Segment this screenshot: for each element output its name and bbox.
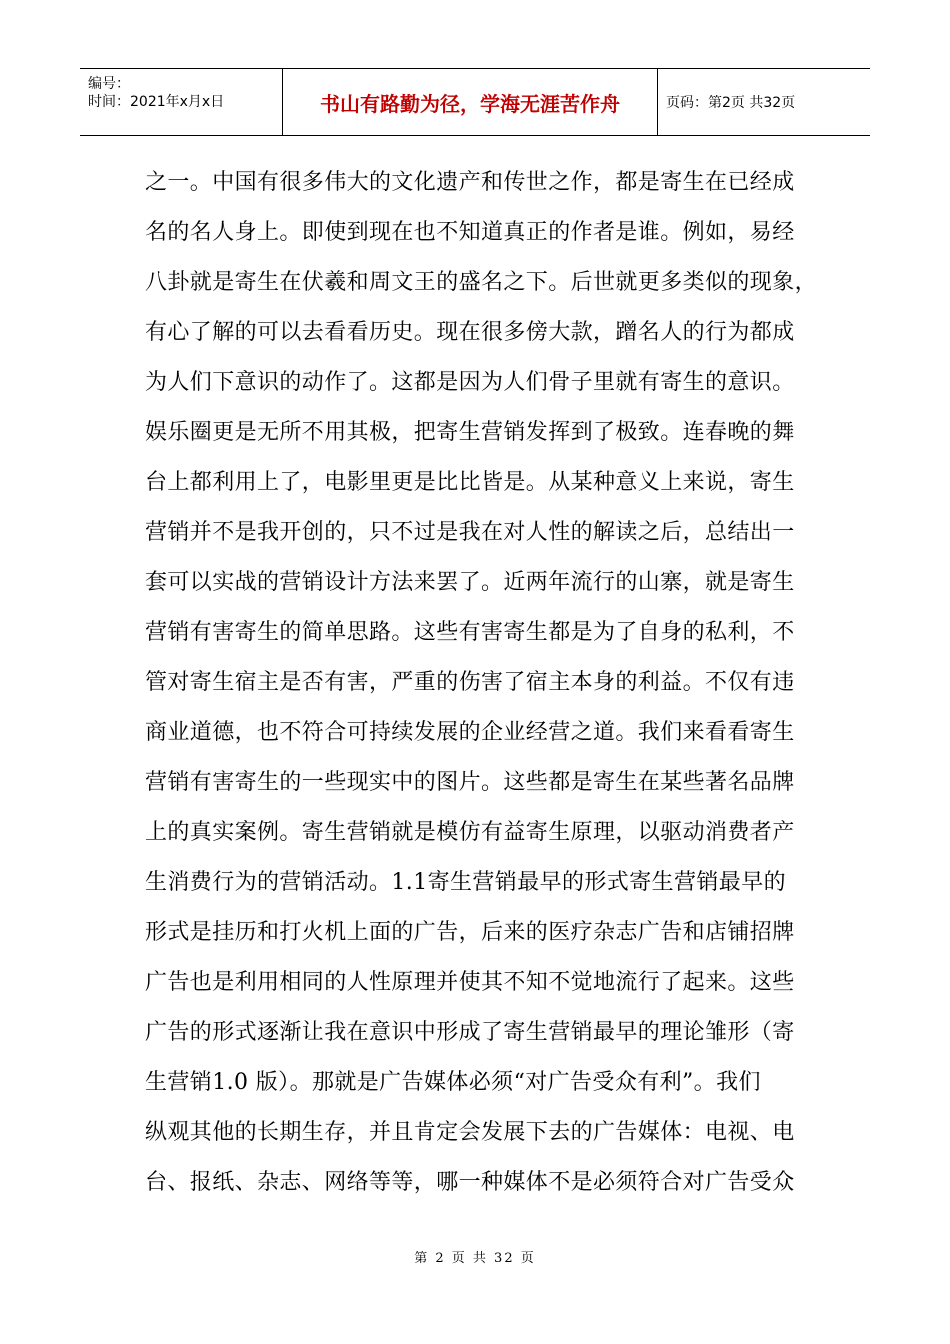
body-line: 商业道德，也不符合可持续发展的企业经营之道。我们来看看寄生 xyxy=(145,720,795,745)
body-line: 上的真实案例。寄生营销就是模仿有益寄生原理，以驱动消费者产 xyxy=(145,820,795,845)
body-line: 纵观其他的长期生存，并且肯定会发展下去的广告媒体：电视、电 xyxy=(145,1120,795,1145)
body-line: 生消费行为的营销活动。1.1寄生营销最早的形式寄生营销最早的 xyxy=(145,870,786,895)
body-line: 广告也是利用相同的人性原理并使其不知不觉地流行了起来。这些 xyxy=(145,970,795,995)
document-date: 时间：2021年x月x日 xyxy=(88,94,225,110)
body-line: 八卦就是寄生在伏羲和周文王的盛名之下。后世就更多类似的现象， xyxy=(145,270,818,295)
body-line: 台、报纸、杂志、网络等等，哪一种媒体不是必须符合对广告受众 xyxy=(145,1170,795,1195)
body-line: 套可以实战的营销设计方法来罢了。近两年流行的山寨，就是寄生 xyxy=(145,570,795,595)
body-line: 营销并不是我开创的，只不过是我在对人性的解读之后，总结出一 xyxy=(145,520,795,545)
body-line: 营销有害寄生的简单思路。这些有害寄生都是为了自身的私利，不 xyxy=(145,620,795,645)
body-line: 有心了解的可以去看看历史。现在很多傍大款，蹭名人的行为都成 xyxy=(145,320,795,345)
body-line: 形式是挂历和打火机上面的广告，后来的医疗杂志广告和店铺招牌 xyxy=(145,920,795,945)
body-line: 娱乐圈更是无所不用其极，把寄生营销发挥到了极致。连春晚的舞 xyxy=(145,420,795,445)
body-line: 之一。中国有很多伟大的文化遗产和传世之作，都是寄生在已经成 xyxy=(145,170,795,195)
body-line: 管对寄生宿主是否有害，严重的伤害了宿主本身的利益。不仅有违 xyxy=(145,670,795,695)
body-line: 营销有害寄生的一些现实中的图片。这些都是寄生在某些著名品牌 xyxy=(145,770,795,795)
body-line: 名的名人身上。即使到现在也不知道真正的作者是谁。例如，易经 xyxy=(145,220,795,245)
body-line: 台上都利用上了，电影里更是比比皆是。从某种意义上来说，寄生 xyxy=(145,470,795,495)
page-header xyxy=(80,68,870,136)
body-line: 广告的形式逐渐让我在意识中形成了寄生营销最早的理论雏形（寄 xyxy=(145,1020,795,1045)
header-meta xyxy=(80,69,283,135)
page-footer: 第 2 页 共 32 页 xyxy=(414,1251,536,1266)
document-number-label: 编号： xyxy=(88,76,130,92)
document-body xyxy=(145,158,818,1208)
header-page-code: 页码：第2页 共32页 xyxy=(666,95,796,111)
body-line: 为人们下意识的动作了。这都是因为人们骨子里就有寄生的意识。 xyxy=(145,370,795,395)
header-motto: 书山有路勤为径，学海无涯苦作舟 xyxy=(283,69,658,135)
body-line: 生营销1.0 版）。那就是广告媒体必须“对广告受众有利”。我们 xyxy=(145,1070,761,1095)
